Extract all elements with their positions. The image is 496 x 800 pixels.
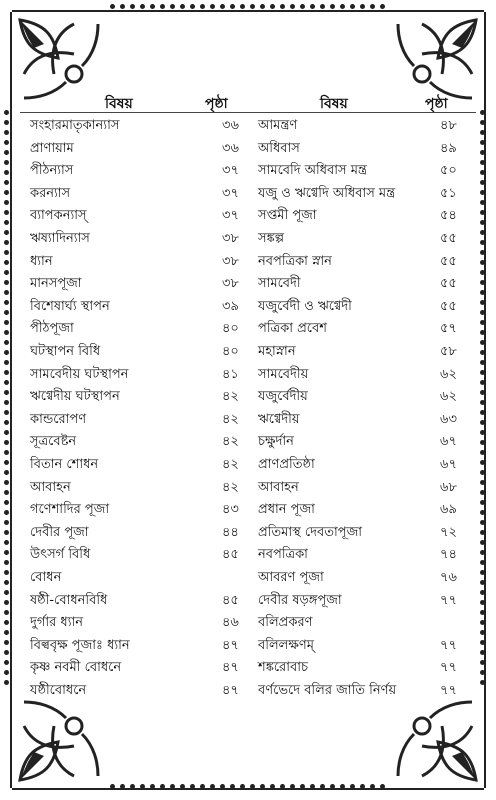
toc-entry-title-right: নবপত্রিকা স্নান — [258, 253, 332, 269]
border-dot — [150, 784, 155, 789]
toc-entry-title-right: আমন্ত্রণ — [258, 118, 298, 133]
toc-entry-title-right: চক্ষুর্দান — [258, 434, 294, 450]
border-dot — [320, 4, 325, 9]
toc-entry-page-right: ৪৯ — [440, 140, 457, 156]
toc-entry-page-right: ৬৭ — [440, 457, 457, 472]
toc-row — [0, 297, 496, 319]
toc-entry-page-left: ৪২ — [222, 434, 239, 450]
toc-entry-page-left: ৪৫ — [222, 547, 239, 563]
border-dot — [140, 4, 145, 9]
border-dot — [160, 784, 165, 789]
toc-entry-title-left: সূত্রবেষ্টন — [30, 434, 77, 450]
border-dot — [130, 4, 135, 9]
border-dot — [110, 4, 115, 9]
border-dot — [370, 784, 375, 789]
toc-entry-page-right: ৭৬ — [440, 570, 457, 585]
border-dot — [480, 110, 485, 115]
border-dot — [350, 784, 355, 789]
toc-entry-page-left: ৩৯ — [222, 298, 239, 314]
border-dot — [220, 784, 225, 789]
toc-entry-title-right: প্রতিমাস্থ দেবতাপূজা — [258, 524, 362, 540]
border-dot — [230, 4, 235, 9]
toc-entry-title-right: অধিবাস — [258, 140, 300, 156]
border-dot — [130, 784, 135, 789]
toc-row — [0, 229, 496, 251]
toc-entry-title-left: আবাহন — [30, 479, 71, 495]
border-dot — [160, 4, 165, 9]
border-dot — [350, 4, 355, 9]
border-dot — [170, 784, 175, 789]
corner-ornament-icon — [392, 14, 482, 104]
toc-entry-page-right: ৪৮ — [440, 118, 457, 133]
toc-entry-title-right: বর্ণভেদে বলির জাতি নির্ণয় — [258, 683, 397, 698]
toc-entry-title-right: সামবেদীয় — [258, 366, 309, 382]
border-dot — [180, 4, 185, 9]
toc-row — [0, 500, 496, 522]
toc-row — [0, 455, 496, 477]
toc-entry-title-left: ধ্যান — [30, 253, 53, 269]
border-dot — [310, 4, 315, 9]
border-dot — [230, 784, 235, 789]
toc-row — [0, 523, 496, 545]
toc-entry-title-left: দেবীর পূজা — [30, 524, 89, 540]
toc-row — [0, 681, 496, 703]
border-dot — [120, 784, 125, 789]
toc-entry-page-right: ৭৪ — [440, 547, 457, 563]
toc-entry-title-right: যজুর্বেদীয় — [258, 389, 308, 405]
border-dot — [280, 784, 285, 789]
border-dot — [190, 4, 195, 9]
toc-entry-title-right: সামবেদি অধিবাস মন্ত্র — [258, 163, 367, 179]
toc-entry-page-right: ৭৭ — [440, 637, 457, 653]
toc-row — [0, 274, 496, 296]
toc-row — [0, 252, 496, 274]
toc-entry-title-left: সামবেদীয় ঘটস্থাপন — [30, 366, 129, 382]
border-dot — [290, 784, 295, 789]
toc-entry-title-right: সপ্তমী পূজা — [258, 208, 317, 224]
border-dot — [170, 4, 175, 9]
toc-row — [0, 319, 496, 341]
border-dot — [260, 4, 265, 9]
toc-entry-page-right: ৫০ — [440, 163, 457, 179]
toc-entry-title-left: বিল্ববৃক্ষ পূজাঃ ধ্যান — [30, 637, 130, 653]
toc-entry-title-left: যষ্ঠীবোধনে — [30, 683, 87, 698]
border-dot — [210, 4, 215, 9]
border-dot — [270, 784, 275, 789]
border-dot — [320, 784, 325, 789]
toc-row — [0, 432, 496, 454]
toc-row — [0, 410, 496, 432]
toc-entry-page-left: ৪০ — [222, 344, 239, 359]
border-dot — [220, 4, 225, 9]
toc-entry-page-left: ৪২ — [222, 411, 239, 427]
toc-entry-page-right: ৫৮ — [440, 344, 457, 359]
toc-entry-page-right: ৭৭ — [440, 683, 457, 698]
toc-entry-page-left: ৪২ — [222, 479, 239, 495]
toc-entry-title-right: মহাস্নান — [258, 344, 296, 359]
border-dot — [380, 784, 385, 789]
toc-entry-title-left: কান্ডরোপণ — [30, 411, 87, 427]
toc-row — [0, 478, 496, 500]
border-dot — [380, 4, 385, 9]
border-dot — [280, 4, 285, 9]
toc-entry-title-right: প্রধান পূজা — [258, 502, 315, 518]
toc-entry-page-right: ৭৭ — [440, 660, 457, 676]
border-dot — [210, 784, 215, 789]
corner-ornament-icon — [14, 14, 104, 104]
toc-row — [0, 139, 496, 161]
toc-entry-page-left: ৪৬ — [222, 615, 239, 631]
toc-entry-title-left: পীঠন্যাস — [30, 163, 74, 179]
toc-row — [0, 613, 496, 635]
border-dot — [4, 110, 9, 115]
toc-entry-page-left: ৪৩ — [222, 502, 239, 518]
toc-row — [0, 161, 496, 183]
toc-entry-title-right: পত্রিকা প্রবেশ — [258, 321, 327, 337]
toc-row — [0, 184, 496, 206]
border-dot — [360, 4, 365, 9]
column-header-subject-right: বিষয় — [320, 96, 348, 112]
border-dot — [290, 4, 295, 9]
toc-entry-page-right: ৬৩ — [440, 411, 457, 427]
toc-entry-title-left: উৎসর্গ বিধি — [30, 547, 91, 563]
toc-row — [0, 658, 496, 680]
border-dot — [330, 4, 335, 9]
toc-entry-page-left: ৩৮ — [222, 276, 239, 292]
toc-entry-title-left: ঘটস্থাপন বিধি — [30, 344, 101, 359]
toc-entry-page-right: ৫৭ — [440, 321, 457, 337]
toc-entry-page-right: ৭২ — [440, 524, 457, 540]
toc-entry-title-right: আবরণ পূজা — [258, 570, 324, 585]
column-header-page-right: পৃষ্ঠা — [425, 96, 448, 112]
border-dot — [300, 784, 305, 789]
toc-entry-page-left: ৩৬ — [222, 140, 239, 156]
toc-entry-page-left: ৪২ — [222, 457, 239, 472]
toc-entry-page-left: ৪৭ — [222, 683, 239, 698]
header-rule — [20, 112, 476, 113]
toc-entry-page-left: ৩৭ — [222, 185, 239, 201]
toc-entry-title-left: ঋগ্বেদীয় ঘটস্থাপন — [30, 389, 120, 405]
border-dot — [240, 784, 245, 789]
toc-entry-title-left: বোধন — [30, 570, 62, 585]
toc-entry-page-right: ৫৪ — [440, 208, 457, 224]
toc-entry-title-right: সঙ্কল্প — [258, 231, 284, 246]
border-dot — [370, 4, 375, 9]
corner-ornament-icon — [392, 696, 482, 786]
toc-row — [0, 636, 496, 658]
toc-entry-page-right: ৬৯ — [440, 502, 457, 518]
column-header-subject-left: বিষয় — [105, 96, 133, 112]
toc-entry-page-right: ৬২ — [440, 389, 457, 405]
border-dot — [240, 4, 245, 9]
border-dot — [330, 784, 335, 789]
toc-entry-title-right: প্রাণপ্রতিষ্ঠা — [258, 457, 315, 472]
toc-entry-page-right: ৫৫ — [440, 298, 457, 314]
toc-entry-page-left: ৪১ — [222, 366, 239, 382]
toc-entry-page-right: ৫৫ — [440, 253, 457, 269]
border-dot — [140, 784, 145, 789]
border-dot — [120, 4, 125, 9]
border-dot — [340, 784, 345, 789]
border-dot — [190, 784, 195, 789]
toc-entry-page-right: ৭৭ — [440, 592, 457, 608]
toc-entry-page-left: ৪০ — [222, 321, 239, 337]
toc-entry-page-left: ৪৫ — [222, 592, 239, 608]
toc-entry-page-left: ৪৪ — [222, 524, 239, 540]
border-dot — [150, 4, 155, 9]
toc-row — [0, 116, 496, 138]
border-dot — [270, 4, 275, 9]
toc-entry-page-right: ৫৫ — [440, 231, 457, 246]
toc-entry-title-right: সামবেদী — [258, 276, 301, 292]
toc-entry-title-left: বিতান শোধন — [30, 457, 99, 472]
toc-entry-page-right: ৫৫ — [440, 276, 457, 292]
toc-row — [0, 568, 496, 590]
toc-entry-title-left: সংহারমাতৃকান্যাস — [30, 118, 120, 133]
toc-entry-title-right: দেবীর ষড়ঙ্গপূজা — [258, 592, 342, 608]
border-dot — [110, 784, 115, 789]
border-dot — [200, 784, 205, 789]
toc-entry-title-left: ষষ্ঠী-বোধনবিধি — [30, 592, 108, 608]
corner-ornament-icon — [14, 696, 104, 786]
toc-entry-title-left: করন্যাস — [30, 185, 71, 201]
toc-entry-page-left: ৪২ — [222, 389, 239, 405]
toc-entry-page-right: ৬২ — [440, 366, 457, 382]
toc-entry-title-left: কৃষ্ণ নবমী বোধনে — [30, 660, 122, 676]
toc-entry-title-right: আবাহন — [258, 479, 299, 495]
toc-entry-page-right: ৬৭ — [440, 434, 457, 450]
toc-entry-title-left: ঋষ্যাদিন্যাস — [30, 231, 90, 246]
toc-entry-page-right: ৬৮ — [440, 479, 457, 495]
border-dot — [250, 784, 255, 789]
toc-entry-page-right: ৫১ — [440, 185, 457, 201]
border-dot — [340, 4, 345, 9]
toc-entry-title-left: মানসপূজা — [30, 276, 82, 292]
border-dot — [300, 4, 305, 9]
toc-entry-page-left: ৩৬ — [222, 118, 239, 133]
toc-entry-title-right: শঙ্করোবাচ — [258, 660, 308, 676]
toc-entry-title-right: যজু ও ঋগ্বেদি অধিবাস মন্ত্র — [258, 185, 396, 201]
toc-entry-title-left: পীঠপূজা — [30, 321, 74, 337]
toc-entry-title-right: বলিপ্রকরণ — [258, 615, 313, 631]
toc-row — [0, 545, 496, 567]
toc-entry-page-left: ৩৭ — [222, 163, 239, 179]
toc-entry-title-right: বলিলক্ষণম্ — [258, 637, 314, 653]
toc-entry-page-left: ৪৭ — [222, 660, 239, 676]
border-dot — [360, 784, 365, 789]
toc-row — [0, 387, 496, 409]
toc-entry-title-left: প্রাণায়াম — [30, 140, 74, 156]
border-dot — [180, 784, 185, 789]
toc-entry-page-left: ৩৮ — [222, 231, 239, 246]
toc-entry-page-left: ৩৭ — [222, 208, 239, 224]
border-dot — [200, 4, 205, 9]
toc-entry-page-left: ৩৮ — [222, 253, 239, 269]
toc-row — [0, 365, 496, 387]
toc-entry-title-left: বিশেষার্ঘ্য স্থাপন — [30, 298, 110, 314]
toc-entry-title-right: নবপত্রিকা — [258, 547, 308, 563]
border-dot — [310, 784, 315, 789]
toc-entry-title-left: ব্যাপকন্যাস্ — [30, 208, 87, 224]
border-dot — [260, 784, 265, 789]
toc-row — [0, 206, 496, 228]
toc-entry-title-right: যজুর্বেদী ও ঋগ্বেদী — [258, 298, 352, 314]
toc-entry-title-left: দুর্গার ধ্যান — [30, 615, 83, 631]
border-dot — [250, 4, 255, 9]
toc-entry-title-right: ঋগ্বেদীয় — [258, 411, 300, 427]
toc-row — [0, 342, 496, 364]
toc-entry-page-left: ৪৭ — [222, 637, 239, 653]
column-header-page-left: পৃষ্ঠা — [205, 96, 228, 112]
toc-entry-title-left: গণেশাদির পূজা — [30, 502, 110, 518]
toc-row — [0, 591, 496, 613]
